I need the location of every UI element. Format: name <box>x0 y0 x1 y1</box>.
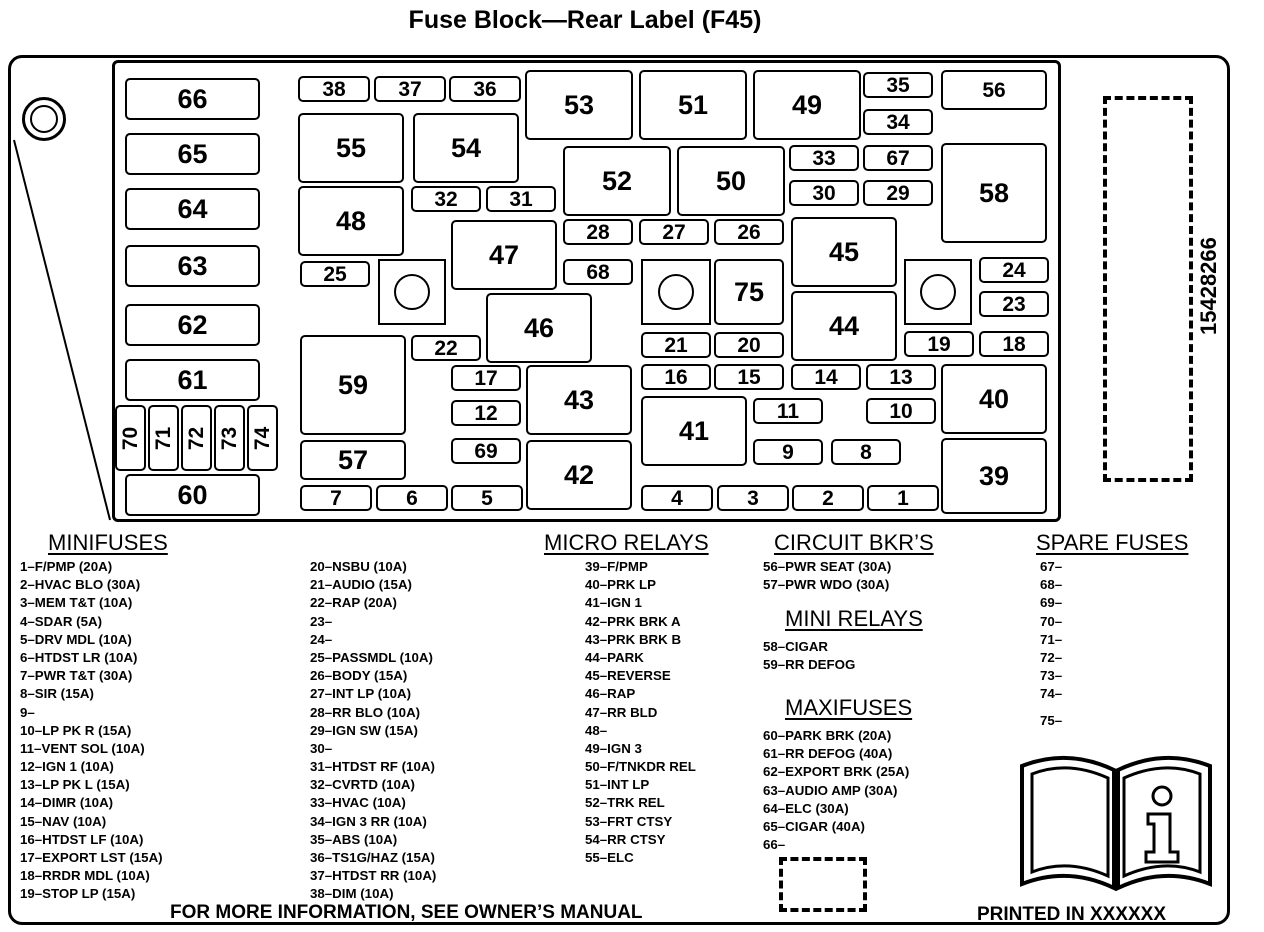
fuse-39: 39 <box>941 438 1047 514</box>
mini-relays-list: 58–CIGAR 59–RR DEFOG <box>763 639 856 673</box>
fuse-57: 57 <box>300 440 406 480</box>
minifuses-header: MINIFUSES <box>48 530 168 555</box>
info-book-icon <box>1018 748 1214 894</box>
fuse-62: 62 <box>125 304 260 346</box>
footer-printed-in: PRINTED IN XXXXXX <box>977 904 1166 925</box>
fuse-18: 18 <box>979 331 1049 357</box>
fuse-21: 21 <box>641 332 711 358</box>
fuse-7: 7 <box>300 485 372 511</box>
fuse-35: 35 <box>863 72 933 98</box>
diagram-title: Fuse Block—Rear Label (F45) <box>408 6 762 34</box>
circuit-bkrs-header: CIRCUIT BKR’S <box>774 530 934 555</box>
fuse-45: 45 <box>791 217 897 287</box>
fuse-8: 8 <box>831 439 901 465</box>
fuse-64: 64 <box>125 188 260 230</box>
fuse-31: 31 <box>486 186 556 212</box>
fuse-36: 36 <box>449 76 521 102</box>
fuse-14: 14 <box>791 364 861 390</box>
minifuses-list-1: 1–F/PMP (20A) 2–HVAC BLO (30A) 3–MEM T&T (10A) 4–SDAR (5A) 5–DRV MDL (10A) 6–HTDST LR (10A) 7–PWR T&T (30A) 8–SIR (15A) 9– 10–LP PK R (15A) 11–VENT SOL (10A) 12–IGN 1 (10A) 13–LP PK L (15A) 14–DIMR (10A) 15–NAV (10A) 16–HTDST LF (10A) 17–EXPORT LST (15A) 18–RRDR MDL (10A) 19–STOP LP (15A) <box>20 559 163 902</box>
fuse-9: 9 <box>753 439 823 465</box>
maxifuses-header: MAXIFUSES <box>785 695 913 720</box>
fuse-28: 28 <box>563 219 633 245</box>
fuse-24: 24 <box>979 257 1049 283</box>
fuse-16: 16 <box>641 364 711 390</box>
fuse-48: 48 <box>298 186 404 256</box>
fuse-5: 5 <box>451 485 523 511</box>
micro-relays-header: MICRO RELAYS <box>544 530 709 555</box>
fuse-43: 43 <box>526 365 632 435</box>
fuse-6: 6 <box>376 485 448 511</box>
fuse-33: 33 <box>789 145 859 171</box>
fuse-65: 65 <box>125 133 260 175</box>
fuse-61: 61 <box>125 359 260 401</box>
fuse-12: 12 <box>451 400 521 426</box>
circuit-bkrs-list: 56–PWR SEAT (30A) 57–PWR WDO (30A) <box>763 559 892 593</box>
fuse-34: 34 <box>863 109 933 135</box>
fuse-25: 25 <box>300 261 370 287</box>
fuse-19: 19 <box>904 331 974 357</box>
fuse-10: 10 <box>866 398 936 424</box>
fuse-15: 15 <box>714 364 784 390</box>
minifuses-list-2: 20–NSBU (10A) 21–AUDIO (15A) 22–RAP (20A) 23– 24– 25–PASSMDL (10A) 26–BODY (15A) 27–INT LP (10A) 28–RR BLO (10A) 29–IGN SW (15A) 30– 31–HTDST RF (10A) 32–CVRTD (10A) 33–HVAC (10A) 34–IGN 3 RR (10A) 35–ABS (10A) 36–TS1G/HAZ (15A) 37–HTDST RR (10A) 38–DIM (10A) <box>310 559 437 902</box>
relay-mount-left <box>378 259 446 325</box>
spare-area-outline <box>1103 96 1193 482</box>
footer-owner-manual: FOR MORE INFORMATION, SEE OWNER’S MANUAL <box>170 902 643 923</box>
relay-mount-center <box>641 259 711 325</box>
fuse-11: 11 <box>753 398 823 424</box>
fuse-60: 60 <box>125 474 260 516</box>
fuse-30: 30 <box>789 180 859 206</box>
fuse-23: 23 <box>979 291 1049 317</box>
fuse-44: 44 <box>791 291 897 361</box>
fuse-26: 26 <box>714 219 784 245</box>
fuse-50: 50 <box>677 146 785 216</box>
mounting-hole <box>22 97 66 141</box>
fuse-3: 3 <box>717 485 789 511</box>
micro-relays-list: 39–F/PMP 40–PRK LP 41–IGN 1 42–PRK BRK A 43–PRK BRK B 44–PARK 45–REVERSE 46–RAP 47–RR BLD 48– 49–IGN 3 50–F/TNKDR REL 51–INT LP 52–TRK REL 53–FRT CTSY 54–RR CTSY 55–ELC <box>585 559 696 865</box>
fuse-67: 67 <box>863 145 933 171</box>
fuse-70: 70 <box>115 405 146 471</box>
fuse-42: 42 <box>526 440 632 510</box>
fuse-66: 66 <box>125 78 260 120</box>
fuse-38: 38 <box>298 76 370 102</box>
fuse-4: 4 <box>641 485 713 511</box>
fuse-74: 74 <box>247 405 278 471</box>
fuse-29: 29 <box>863 180 933 206</box>
fuse-75: 75 <box>714 259 784 325</box>
fuse-46: 46 <box>486 293 592 363</box>
spare-slot-outline <box>779 857 867 912</box>
fuse-56: 56 <box>941 70 1047 110</box>
fuse-53: 53 <box>525 70 633 140</box>
fuse-1: 1 <box>867 485 939 511</box>
fuse-27: 27 <box>639 219 709 245</box>
fuse-71: 71 <box>148 405 179 471</box>
fuse-68: 68 <box>563 259 633 285</box>
fuse-52: 52 <box>563 146 671 216</box>
fuse-69: 69 <box>451 438 521 464</box>
fuse-59: 59 <box>300 335 406 435</box>
fuse-2: 2 <box>792 485 864 511</box>
relay-mount-right <box>904 259 972 325</box>
fuse-17: 17 <box>451 365 521 391</box>
fuse-63: 63 <box>125 245 260 287</box>
fuse-55: 55 <box>298 113 404 183</box>
fuse-47: 47 <box>451 220 557 290</box>
fuse-20: 20 <box>714 332 784 358</box>
fuse-37: 37 <box>374 76 446 102</box>
fuse-41: 41 <box>641 396 747 466</box>
fuse-51: 51 <box>639 70 747 140</box>
fuse-32: 32 <box>411 186 481 212</box>
fuse-40: 40 <box>941 364 1047 434</box>
mini-relays-header: MINI RELAYS <box>785 606 923 631</box>
fuse-22: 22 <box>411 335 481 361</box>
fuse-58: 58 <box>941 143 1047 243</box>
fuse-72: 72 <box>181 405 212 471</box>
maxifuses-list: 60–PARK BRK (20A) 61–RR DEFOG (40A) 62–EXPORT BRK (25A) 63–AUDIO AMP (30A) 64–ELC (30A) 65–CIGAR (40A) 66– <box>763 728 910 853</box>
fuse-73: 73 <box>214 405 245 471</box>
spare-fuses-list: 67– 68– 69– 70– 71– 72– 73– 74– 75– <box>1040 559 1063 728</box>
spare-fuses-header: SPARE FUSES <box>1036 530 1189 555</box>
part-number: 15428266 <box>1196 237 1221 335</box>
fuse-49: 49 <box>753 70 861 140</box>
fuse-13: 13 <box>866 364 936 390</box>
fuse-54: 54 <box>413 113 519 183</box>
